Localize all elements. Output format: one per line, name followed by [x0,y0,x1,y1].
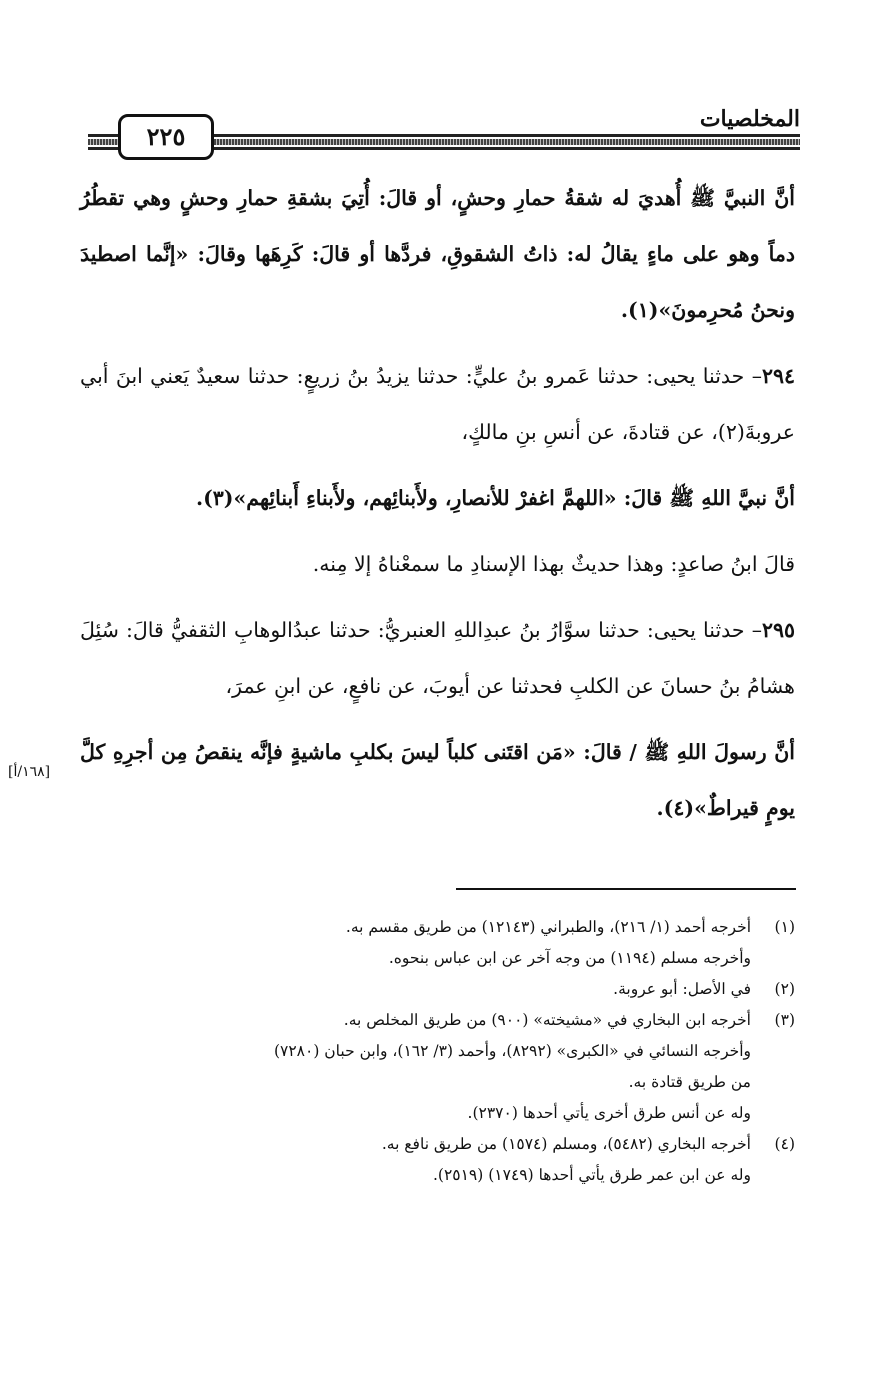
footnote-text: وله عن ابن عمر طرق يأتي أحدها (١٧٤٩) (٢٥١٩). [432,1166,751,1184]
footnote-line [80,1160,795,1191]
footnote-text: أخرجه ابن البخاري في «مشيخته» (٩٠٠) من طريق المخلص به. [343,1011,751,1029]
footnote-number: (١) [774,918,795,936]
isnad-paragraph [80,348,795,460]
page-header [88,104,800,160]
footnotes [80,912,795,1191]
hadith-text [80,470,795,526]
hadith-text [80,170,795,338]
footnote-text: وأخرجه مسلم (١١٩٤) من وجه آخر عن ابن عباس بنحوه. [388,949,751,967]
manuscript-folio-ref: [١٦٨/أ] [8,764,51,780]
paragraph-text: – حدثنا يحيى: حدثنا سوَّارُ بنُ عبدِاللهِ العنبريُّ: حدثنا عبدُالوهابِ الثقفيُّ قالَ: سُئِلَ هشامُ بنُ حسانَ عن الكلبِ فحدثنا عن أيوبَ، عن نافعٍ، عن ابنِ عمرَ، [80,618,795,698]
paragraph-text: قالَ ابنُ صاعدٍ: وهذا حديثٌ بهذا الإسنادِ ما سمعْناهُ إلا مِنه. [312,552,795,576]
hadith-number: ٢٩٤ [761,364,795,388]
footnote-line [80,1005,795,1036]
paragraph-text: – حدثنا يحيى: حدثنا عَمرو بنُ عليٍّ: حدثنا يزيدُ بنُ زريعٍ: حدثنا سعيدٌ يَعني ابنَ أبي عروبةَ(٢)، عن قتادةَ، عن أنسِ بنِ مالكٍ، [80,364,795,444]
footnote-number: (٣) [774,1011,795,1029]
paragraph-text: أنَّ النبيَّ ﷺ أُهديَ له شقةُ حمارِ وحشٍ، أو قالَ: أُتِيَ بشقةِ حمارِ وحشٍ وهي تقطُرُ دماً وهو على ماءٍ يقالُ له: ذاتُ الشقوقِ، فردَّها أو قالَ: كَرِهَها وقالَ: «إنَّما اصطيدَ ونحنُ مُحرِمونَ»(١). [80,186,795,322]
paragraph-text: أنَّ نبيَّ اللهِ ﷺ قالَ: «اللهمَّ اغفرْ للأنصارِ، ولأَبنائِهم، ولأَبناءِ أَبنائِهم»(٣). [195,486,795,510]
footnote-text: من طريق قتادة به. [628,1073,751,1091]
footnote-text: وله عن أنس طرق أخرى يأتي أحدها (٢٣٧٠). [467,1104,751,1122]
footnote-line [80,1129,795,1160]
footnote-number: (٢) [774,980,795,998]
comment-paragraph [80,536,795,592]
footnote-line [80,974,795,1005]
footnote-line [80,943,795,974]
footnote-line [80,1098,795,1129]
footnote-line [80,912,795,943]
isnad-paragraph [80,602,795,714]
hadith-text [80,724,795,836]
footnote-text: أخرجه البخاري (٥٤٨٢)، ومسلم (١٥٧٤) من طريق نافع به. [381,1135,751,1153]
footnote-line [80,1067,795,1098]
footnote-text: أخرجه أحمد (١/ ٢١٦)، والطبراني (١٢١٤٣) من طريق مقسم به. [345,918,751,936]
footnote-text: وأخرجه النسائي في «الكبرى» (٨٢٩٢)، وأحمد (٣/ ١٦٢)، وابن حبان (٧٢٨٠) [273,1042,751,1060]
hadith-number: ٢٩٥ [761,618,795,642]
footnote-separator [456,888,796,890]
running-title: المخلصيات [688,104,800,134]
footnote-number: (٤) [774,1135,795,1153]
paragraph-text: أنَّ رسولَ اللهِ ﷺ / قالَ: «مَن اقتَنى كلباً ليسَ بكلبِ ماشيةٍ فإنَّه ينقصُ مِن أجرِهِ كلَّ يومٍ قيراطٌ»(٤). [80,740,795,820]
footnote-line [80,1036,795,1067]
main-text [80,170,795,846]
footnote-text: في الأصل: أبو عروبة. [613,980,751,998]
page-number: ٢٢٥ [118,114,214,160]
